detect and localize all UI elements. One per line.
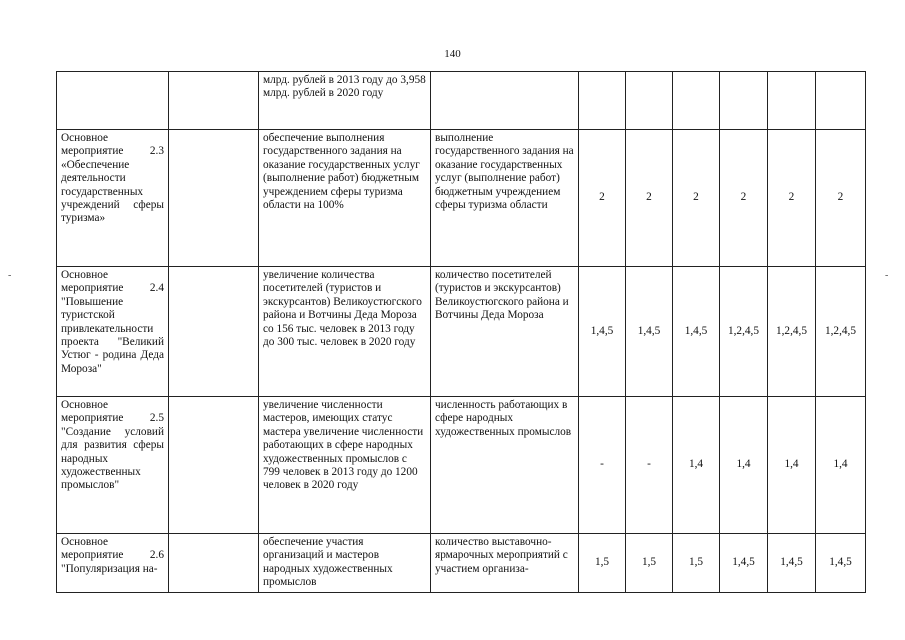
table-row [57, 267, 866, 397]
indicator-link-cell: - [579, 397, 626, 534]
indicator-link-cell [673, 72, 720, 130]
indicator-link-cell: 1,4,5 [720, 534, 768, 593]
indicator-link-cell: 2 [720, 130, 768, 267]
indicator-link-cell: 1,4 [673, 397, 720, 534]
indicator-cell [431, 72, 579, 130]
table-row [57, 72, 866, 130]
indicator-link-cell: 1,2,4,5 [720, 267, 768, 397]
margin-mark-right: - [885, 270, 889, 281]
expected-result-cell: увеличение численности мастеров, имеющих статус мастера увеличение численности работающих в сфере народных художественных промыслов с 799 человек в 2013 году до 1200 человек в 2020 году [259, 397, 431, 534]
indicator-link-cell: 1,4 [720, 397, 768, 534]
indicator-link-cell: 1,2,4,5 [768, 267, 816, 397]
indicator-link-cell: 2 [626, 130, 673, 267]
expected-result-cell: млрд. рублей в 2013 году до 3,958 млрд. рублей в 2020 году [259, 72, 431, 130]
indicator-link-cell: 2 [673, 130, 720, 267]
indicator-link-cell: 1,4 [816, 397, 866, 534]
expected-result-cell: увеличение количества посетителей (туристов и экскурсантов) Великоустюгского района и Вотчины Деда Мороза со 156 тыс. человек в 2013 году до 300 тыс. человек в 2020 году [259, 267, 431, 397]
indicator-cell: численность работающих в сфере народных художественных промыслов [431, 397, 579, 534]
table-row [57, 534, 866, 593]
responsible-cell [169, 72, 259, 130]
margin-mark-left: - [8, 270, 12, 281]
measure-name-cell: Основное мероприятие 2.5 "Создание условий для развития сферы народных художественных промыслов" [57, 397, 169, 534]
indicator-link-cell: 1,4 [768, 397, 816, 534]
indicator-cell: количество выставочно-ярмарочных мероприятий с участием организа- [431, 534, 579, 593]
table-row [57, 397, 866, 534]
responsible-cell [169, 534, 259, 593]
measure-name-cell: Основное мероприятие 2.4 "Повышение туристской привлекательности проекта "Великий Устюг - родина Деда Мороза" [57, 267, 169, 397]
measure-name-cell: Основное мероприятие 2.6 "Популяризация на- [57, 534, 169, 593]
measure-name-cell [57, 72, 169, 130]
expected-result-cell: обеспечение выполнения государственного задания на оказание государственных услуг (выполнение работ) бюджетным учреждением сферы туризма области на 100% [259, 130, 431, 267]
indicator-cell: выполнение государственного задания на оказание государственных услуг (выполнение работ) бюджетным учреждением сферы туризма области [431, 130, 579, 267]
table-row [57, 130, 866, 267]
indicator-link-cell [816, 72, 866, 130]
page-number: 140 [444, 48, 461, 60]
indicator-link-cell: 2 [579, 130, 626, 267]
indicator-link-cell: 1,4,5 [816, 534, 866, 593]
indicator-link-cell: 1,2,4,5 [816, 267, 866, 397]
indicator-link-cell: - [626, 397, 673, 534]
indicator-link-cell: 1,5 [626, 534, 673, 593]
indicator-link-cell [720, 72, 768, 130]
indicator-link-cell [626, 72, 673, 130]
indicator-link-cell [579, 72, 626, 130]
measure-name-cell: Основное мероприятие 2.3 «Обеспечение деятельности государственных учреждений сферы туризма» [57, 130, 169, 267]
indicator-cell: количество посетителей (туристов и экскурсантов) Великоустюгского района и Вотчины Деда Мороза [431, 267, 579, 397]
indicator-link-cell: 2 [816, 130, 866, 267]
expected-result-cell: обеспечение участия организаций и мастеров народных художественных промыслов [259, 534, 431, 593]
indicator-link-cell: 1,4,5 [579, 267, 626, 397]
indicator-link-cell: 1,5 [673, 534, 720, 593]
indicator-link-cell: 1,5 [579, 534, 626, 593]
measures-table [56, 71, 866, 593]
responsible-cell [169, 397, 259, 534]
responsible-cell [169, 130, 259, 267]
indicator-link-cell: 2 [768, 130, 816, 267]
indicator-link-cell: 1,4,5 [768, 534, 816, 593]
indicator-link-cell [768, 72, 816, 130]
indicator-link-cell: 1,4,5 [673, 267, 720, 397]
indicator-link-cell: 1,4,5 [626, 267, 673, 397]
responsible-cell [169, 267, 259, 397]
